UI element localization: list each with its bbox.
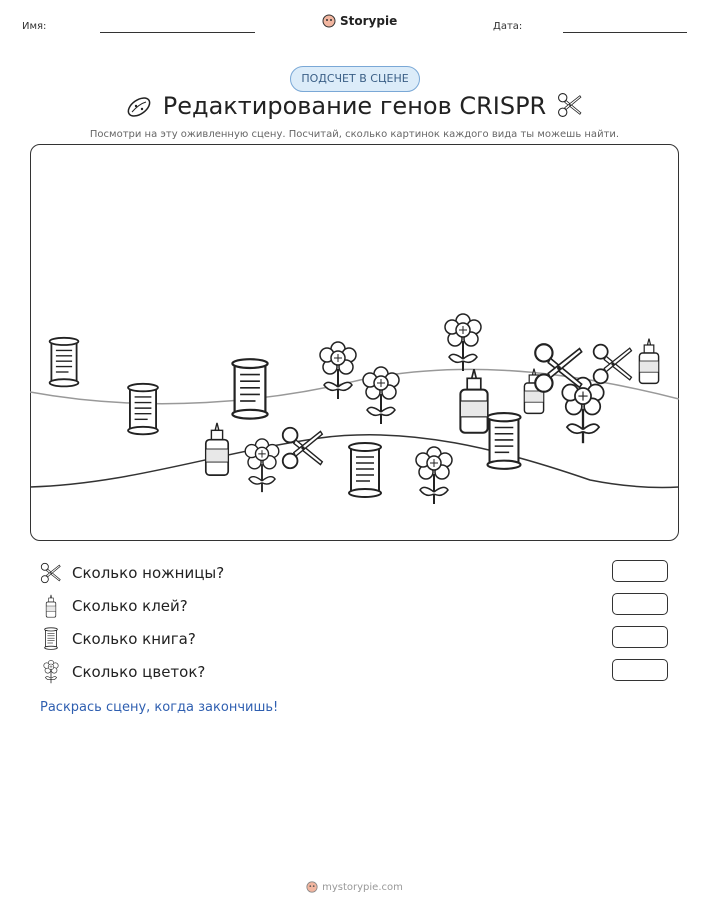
glue-icon [40,594,62,618]
scene-glue-1 [206,423,228,475]
scene-flower-1 [320,342,356,399]
scene-flower-3 [445,314,481,371]
scene-scissors-2 [535,344,581,392]
question-flower [40,660,205,684]
answer-box-scissors[interactable] [612,560,668,582]
name-line[interactable] [100,32,255,33]
question-scroll [40,627,196,651]
scroll-icon [40,627,62,651]
brand-logo [322,14,397,28]
page-subtitle: Посмотри на эту оживленную сцену. Посчитай, сколько картинок каждого вида ты можешь найти. [89,129,620,140]
question-text: Сколько клей? [72,597,188,615]
question-scissors [40,561,224,585]
scene-scroll-1 [50,338,79,387]
scene-glue-2 [460,369,487,432]
question-text: Сколько ножницы? [72,564,225,582]
scissors-icon [40,562,62,584]
scene-flower-6 [562,378,603,444]
question-text: Сколько книга? [72,630,196,648]
answer-box-scroll[interactable] [612,626,668,648]
scene-glue-4 [639,339,658,384]
answer-box-glue[interactable] [612,593,668,615]
footer-url[interactable]: mystorypie.com [322,881,403,893]
brand-name: Storypie [340,14,398,28]
question-glue [40,594,188,618]
scene-scissors-1 [283,428,323,468]
scissors-title-icon [557,92,583,118]
activity-badge: ПОДСЧЕТ В СЦЕНЕ [290,66,420,92]
scene-flower-2 [363,367,399,424]
page-title: Редактирование генов CRISPR [162,92,547,120]
scene-drawing [30,144,679,541]
coloring-note: Раскрась сцену, когда закончишь! [40,700,279,715]
scene-scroll-4 [349,443,381,497]
scene-scroll-5 [487,413,520,469]
date-line[interactable] [563,32,687,33]
flower-icon [40,660,62,684]
counting-scene [30,144,679,541]
footer [0,881,709,893]
scene-scroll-3 [232,359,267,418]
storypie-mascot-icon [322,14,336,28]
question-text: Сколько цветок? [72,663,206,681]
scene-scissors-3 [594,345,632,384]
scene-flower-4 [245,439,279,492]
scene-scroll-2 [128,384,158,434]
storypie-mascot-icon [306,881,318,893]
name-label: Имя: [22,21,47,32]
scene-flower-5 [416,447,452,504]
answer-box-flower[interactable] [612,659,668,681]
date-label: Дата: [493,21,523,32]
